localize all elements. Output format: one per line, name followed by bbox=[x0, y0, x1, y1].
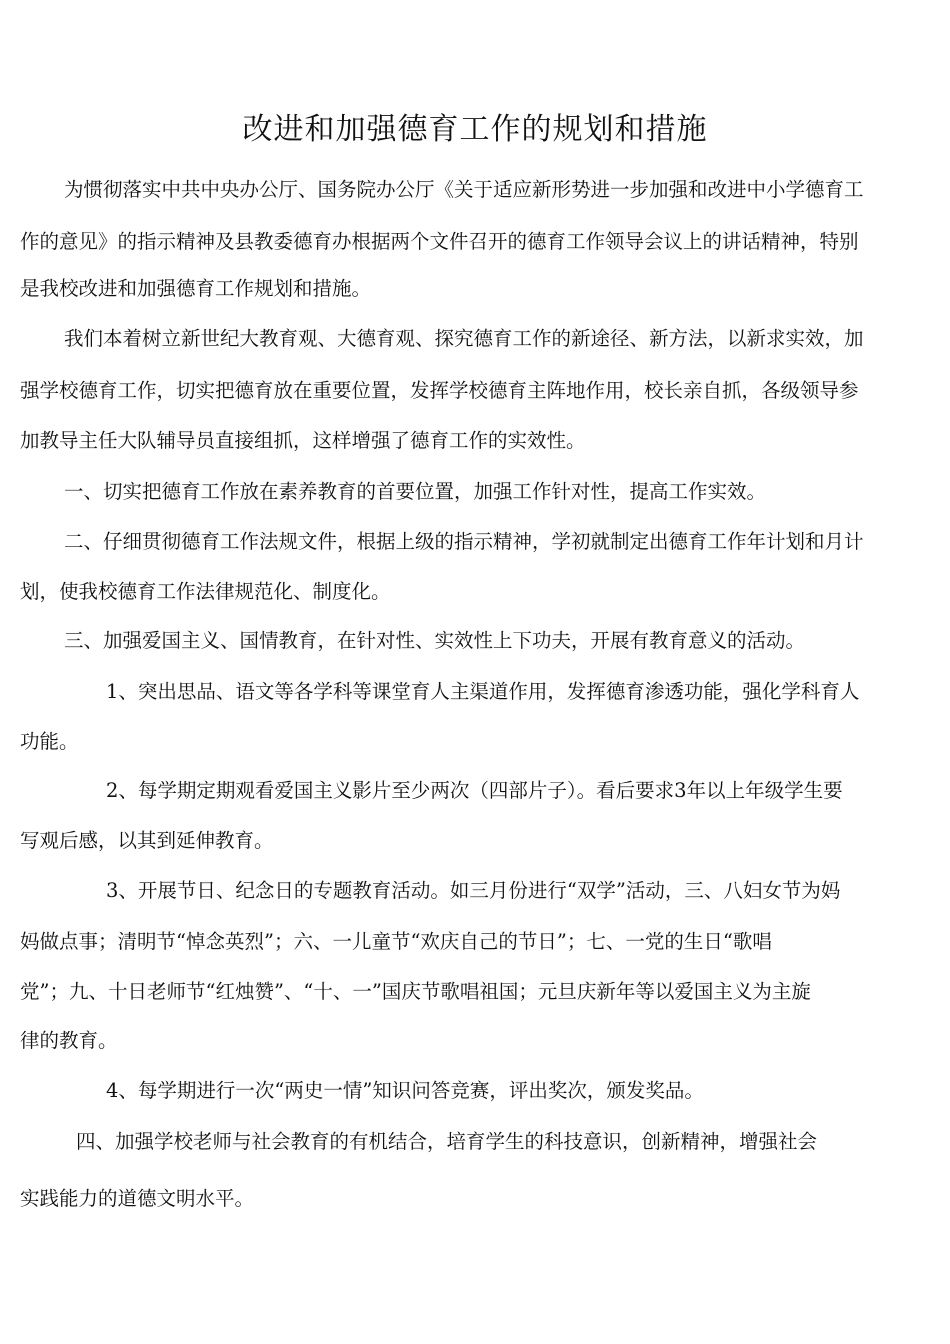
paragraph-line: 实践能力的道德文明水平。 bbox=[20, 1187, 255, 1210]
paragraph-line: 写观后感，以其到延伸教育。 bbox=[20, 829, 274, 852]
paragraph-line: 作的意见》的指示精神及县教委德育办根据两个文件召开的德育工作领导会议上的讲话精神，特别 bbox=[20, 230, 859, 253]
paragraph-line: 功能。 bbox=[20, 730, 79, 753]
paragraph-line: 加教导主任大队辅导员直接组抓，这样增强了德育工作的实效性。 bbox=[20, 429, 586, 452]
paragraph-line: 2、每学期定期观看爱国主义影片至少两次（四部片子）。看后要求3年以上年级学生要 bbox=[106, 779, 843, 802]
paragraph-line: 四、加强学校老师与社会教育的有机结合，培育学生的科技意识，创新精神，增强社会 bbox=[76, 1130, 818, 1153]
paragraph-line: 3、开展节日、纪念日的专题教育活动。如三月份进行“双学”活动，三、八妇女节为妈 bbox=[106, 879, 841, 902]
paragraph-line: 妈做点事；清明节“悼念英烈”；六、一儿童节“欢庆自己的节日”；七、一党的生日“歌唱 bbox=[20, 930, 772, 953]
paragraph-line: 三、加强爱国主义、国情教育，在针对性、实效性上下功夫，开展有教育意义的活动。 bbox=[64, 629, 806, 652]
paragraph-line: 1、突出思品、语文等各学科等课堂育人主渠道作用，发挥德育渗透功能，强化学科育人 bbox=[106, 680, 860, 703]
document-title: 改进和加强德育工作的规划和措施 bbox=[242, 112, 708, 147]
paragraph-line: 党”；九、十日老师节“红烛赞”、“十、一”国庆节歌唱祖国；元旦庆新年等以爱国主义为主旋 bbox=[20, 980, 811, 1003]
paragraph-line: 强学校德育工作，切实把德育放在重要位置，发挥学校德育主阵地作用，校长亲自抓，各级领导参 bbox=[20, 379, 859, 402]
paragraph-line: 4、每学期进行一次“两史一情”知识问答竞赛，评出奖次，颁发奖品。 bbox=[106, 1079, 704, 1102]
paragraph-line: 我们本着树立新世纪大教育观、大德育观、探究德育工作的新途径、新方法，以新求实效，加 bbox=[64, 327, 864, 350]
paragraph-line: 划，使我校德育工作法律规范化、制度化。 bbox=[20, 580, 391, 603]
paragraph-line: 为惯彻落实中共中央办公厅、国务院办公厅《关于适应新形势进一步加强和改进中小学德育工 bbox=[64, 178, 864, 201]
paragraph-line: 是我校改进和加强德育工作规划和措施。 bbox=[20, 277, 372, 300]
paragraph-line: 一、切实把德育工作放在素养教育的首要位置，加强工作针对性，提高工作实效。 bbox=[64, 480, 767, 503]
paragraph-line: 律的教育。 bbox=[20, 1029, 118, 1052]
paragraph-line: 二、仔细贯彻德育工作法规文件，根据上级的指示精神，学初就制定出德育工作年计划和月计 bbox=[64, 530, 864, 553]
